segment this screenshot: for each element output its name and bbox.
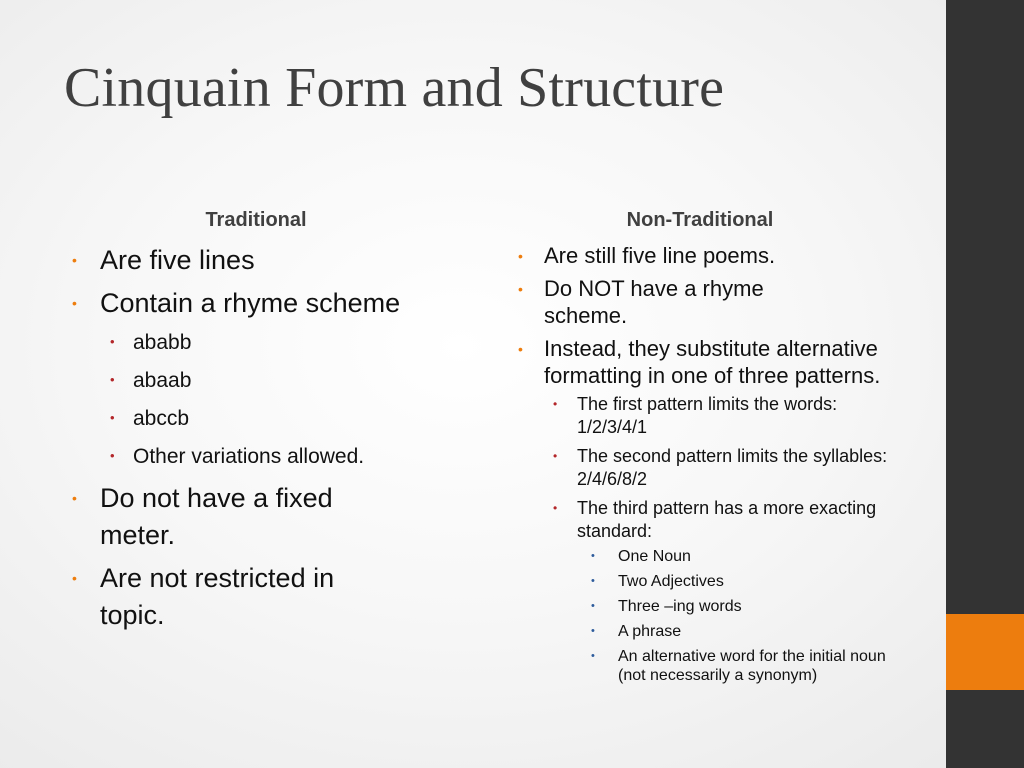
list-item: [64, 560, 400, 634]
list-item-text: Contain a rhyme scheme: [100, 288, 401, 318]
traditional-header: Traditional: [205, 209, 307, 231]
list-item: [577, 647, 890, 685]
list-item: [577, 622, 890, 641]
list-item-text: abaab: [133, 369, 192, 392]
bullet-icon: •: [591, 625, 595, 637]
list-item: [64, 480, 400, 554]
list-item: [510, 275, 804, 329]
bullet-icon: •: [110, 334, 115, 349]
list-item-text: Are still five line poems.: [544, 243, 776, 268]
bullet-icon: •: [110, 448, 115, 463]
list-item: [577, 572, 890, 591]
bullet-icon: •: [591, 650, 595, 662]
list-item-text: Are not restricted in topic.: [100, 563, 335, 630]
list-item: [100, 366, 497, 395]
list-item: [510, 335, 890, 685]
list-item: [577, 597, 890, 616]
bullet-icon: •: [591, 575, 595, 587]
list-item: [100, 442, 497, 471]
list-item-text: ababb: [133, 331, 192, 354]
non-traditional-column: [510, 206, 890, 691]
list-item: [544, 497, 890, 685]
list-item: [100, 404, 497, 433]
list-item-text: Instead, they substitute alternative formatting in one of three patterns.: [544, 336, 881, 388]
list-item-text: The first pattern limits the words: 1/2/3/4/1: [577, 394, 838, 437]
list-item: [64, 242, 464, 279]
third-pattern-sublist: [577, 547, 890, 685]
list-item: [510, 242, 890, 269]
non-traditional-list: [510, 242, 890, 685]
non-traditional-header: Non-Traditional: [626, 209, 774, 231]
list-item-text: The second pattern limits the syllables: 2/4/6/8/2: [577, 446, 888, 489]
list-item-text: Three –ing words: [618, 598, 742, 615]
bullet-icon: •: [553, 501, 558, 515]
bullet-icon: •: [518, 248, 523, 264]
bullet-icon: •: [72, 295, 77, 311]
accent-block: [946, 614, 1024, 690]
bullet-icon: •: [110, 372, 115, 387]
traditional-column: [64, 206, 464, 640]
list-item-text: Do NOT have a rhyme scheme.: [544, 276, 764, 328]
list-item-text: abccb: [133, 407, 190, 430]
list-item-text: The third pattern has a more exacting standard:: [577, 498, 877, 541]
bullet-icon: •: [110, 410, 115, 425]
list-item-text: Do not have a fixed meter.: [100, 483, 333, 550]
list-item: [544, 393, 890, 439]
list-item-text: An alternative word for the initial noun (not necessarily a synonym): [618, 648, 886, 684]
traditional-list: [64, 242, 464, 634]
bullet-icon: •: [72, 490, 77, 506]
bullet-icon: •: [72, 570, 77, 586]
list-item-text: One Noun: [618, 548, 691, 565]
list-item-text: Are five lines: [100, 245, 255, 275]
patterns-sublist: [544, 393, 890, 685]
list-item-text: A phrase: [618, 623, 682, 640]
slide-title: Cinquain Form and Structure: [64, 57, 725, 119]
bullet-icon: •: [591, 600, 595, 612]
bullet-icon: •: [72, 252, 77, 268]
rhyme-scheme-sublist: [100, 328, 464, 471]
bullet-icon: •: [553, 449, 558, 463]
bullet-icon: •: [518, 281, 523, 297]
list-item-text: Other variations allowed.: [133, 445, 365, 468]
bullet-icon: •: [553, 397, 558, 411]
list-item: [577, 547, 890, 566]
list-item-text: Two Adjectives: [618, 573, 724, 590]
bullet-icon: •: [518, 341, 523, 357]
list-item: [100, 328, 497, 357]
bullet-icon: •: [591, 550, 595, 562]
list-item: [544, 445, 890, 491]
list-item: [64, 285, 464, 471]
